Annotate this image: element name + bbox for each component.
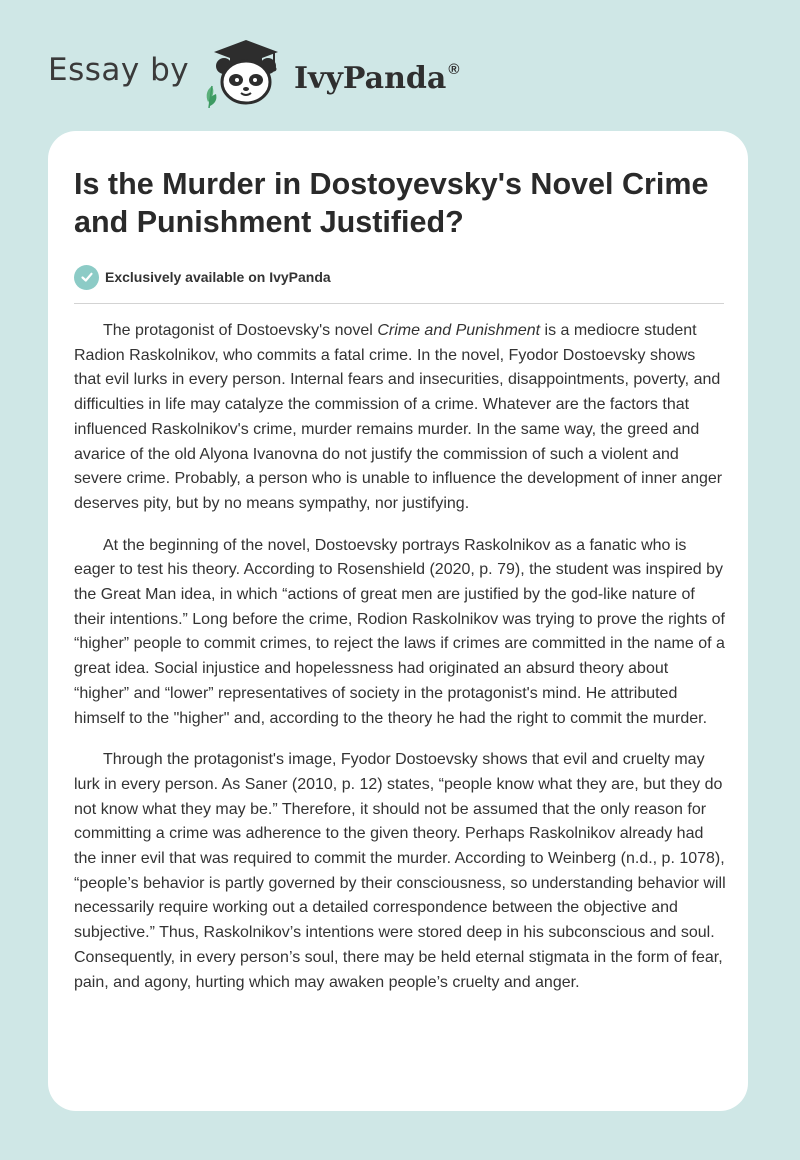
brand-name[interactable] [294,50,459,99]
essay-title: Is the Murder in Dostoyevsky's Novel Crime and Punishment Justified? [74,167,709,239]
paragraph-1 [74,319,726,517]
paragraph-2: At the beginning of the novel, Dostoevsky portrays Raskolnikov as a fanatic who is eager to test his theory. According to Rosenshield (2020, p. 79), the student was inspired by the Great Man idea, in which “actions of great men are justified by the god-like nature of their intentions.” Long before the crime, Rodion Raskolnikov was trying to prove the rights of “higher” people to commit crimes, to reject the laws if crimes are committed in the name of a great idea. Social injustice and hopelessness had originated an absurd theory about “higher” and “lower” representatives of society in the protagonist's mind. He attributed himself to the "higher" and, according to the theory he had the right to commit the murder. [74,536,725,727]
check-circle-icon [74,265,99,290]
essay-by-label: Essay by [48,52,190,88]
novel-title: Crime and Punishment [377,322,541,339]
title-divider [74,303,724,304]
paragraph-1-rest: is a mediocre student Radion Raskolnikov, who commits a fatal crime. In the novel, Fyodor Dostoevsky shows that evil lurks in every person. Internal fears and insecurities, disappointments, poverty, and difficulties in life may catalyze the commission of a crime. Whatever are the factors that influenced Raskolnikov's crime, murder remains murder. In the same way, the greed and avarice of the old Alyona Ivanovna do not justify the commission of such a violent and severe crime. Probably, a person who is unable to influence the development of inner anger deserves pity, but by no means sympathy, nor justifying. [74,322,723,512]
paragraph-3: Through the protagonist's image, Fyodor Dostoevsky shows that evil and cruelty may lurk in every person. As Saner (2010, p. 12) states, “people know what they are, but they do not know what they may be.” Therefore, it should not be assumed that the only reason for committing a crime was adherence to the given theory. Perhaps Raskolnikov already had the inner evil that was required to commit the murder. According to Weinberg (n.d., p. 1078), “people’s behavior is partly governed by their consciousness, so understanding behavior will necessarily require working out a detailed correspondence between the objective and subjective.” Thus, Raskolnikov’s intentions were stored deep in his subconscious and soul. Consequently, in every person’s soul, there may be held eternal stigmata in the form of fear, pain, and agony, hurting which may awaken people’s cruelty and anger. [74,751,726,991]
site-header [0,0,800,130]
paragraph-1-start: The protagonist of Dostoevsky's novel [103,322,378,339]
exclusive-badge [74,264,331,290]
exclusive-badge-label: Exclusively available on IvyPanda [105,269,331,285]
registered-mark: ® [448,61,460,78]
essay-body [74,319,726,1012]
panda-graduate-icon[interactable] [200,36,290,108]
brand-label: IvyPanda [294,61,447,96]
essay-card [48,131,748,1111]
